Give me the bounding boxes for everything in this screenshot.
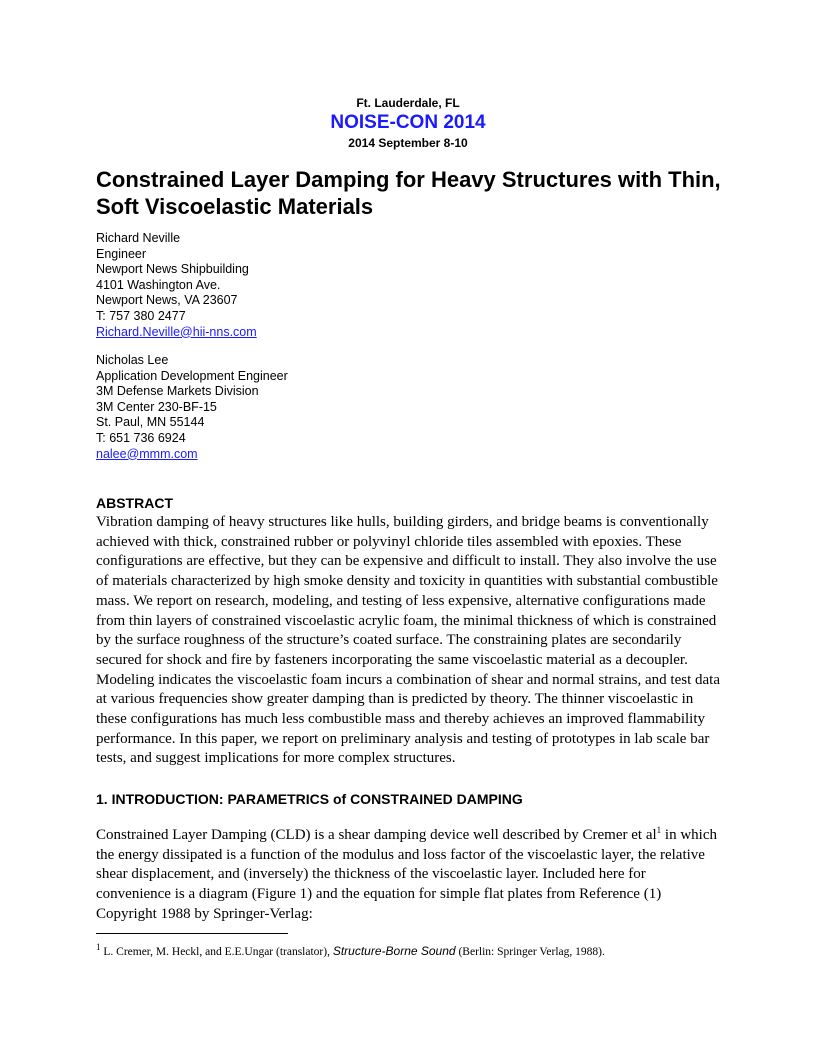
introduction-body: [96, 826, 722, 925]
introduction-text-part-2: in which the energy dissipated is a function of the modulus and loss factor of the viscoelastic layer, the relative shear displacement, and (inversely) the thickness of the viscoelastic layer. Included here for convenience is a diagram (Figure 1) and the equation for simple flat plates from Reference (1) Copyright 1988 by Springer-Verlag:: [96, 827, 717, 922]
author-email-link[interactable]: nalee@mmm.com: [96, 446, 198, 461]
footnote-reference-mark: 1: [656, 825, 662, 835]
author-organization: Newport News Shipbuilding: [96, 262, 249, 277]
conference-dates: 2014 September 8-10: [348, 136, 468, 150]
author-role: Engineer: [96, 246, 147, 261]
author-organization: 3M Defense Markets Division: [96, 384, 259, 399]
abstract-body: Vibration damping of heavy structures like hulls, building girders, and bridge beams is conventionally achieved with thick, constrained rubber or polyvinyl chloride tiles assembled with epoxies. These configurations are effective, but they can be expensive and difficult to install. They also involve the use of materials characterized by high smoke density and toxicity in quantities with substantial combustible mass. We report on research, modeling, and testing of less expensive, alternative configurations made from thin layers of constrained viscoelastic acrylic foam, the minimal thickness of which is constrained by the surface roughness of the structure’s coated surface. The constraining plates are secondarily secured for shock and fire by fasteners incorporating the same viscoelastic material as a decoupler. Modeling indicates the viscoelastic foam incurs a combination of shear and normal strains, and test data at various frequencies show greater damping than is predicted by theory. The thinner viscoelastic in these configurations has much less combustible mass and thereby achieves an improved flammability performance. In this paper, we report on preliminary analysis and testing of prototypes in lab scale bar tests, and suggest implications for more complex structures.: [96, 514, 720, 767]
footnote-mark: 1: [96, 942, 101, 953]
author-phone: T: 651 736 6924: [96, 430, 186, 445]
introduction-text-part-1: Constrained Layer Damping (CLD) is a shear damping device well described by Cremer et al: [96, 827, 657, 843]
footnote-text-part-2: (Berlin: Springer Verlag, 1988).: [455, 946, 605, 958]
author-block-2: [96, 353, 288, 462]
author-address-line-2: Newport News, VA 23607: [96, 293, 238, 308]
author-name: Richard Neville: [96, 231, 181, 245]
author-phone: T: 757 380 2477: [96, 308, 186, 323]
conference-location: Ft. Lauderdale, FL: [356, 96, 460, 110]
author-address-line-2: St. Paul, MN 55144: [96, 415, 205, 430]
introduction-heading: 1. INTRODUCTION: PARAMETRICS of CONSTRAINED DAMPING: [96, 791, 523, 807]
conference-name: NOISE-CON 2014: [330, 112, 486, 133]
footnote-text-part-1: L. Cremer, M. Heckl, and E.E.Ungar (translator),: [100, 946, 333, 958]
author-email-link[interactable]: Richard.Neville@hii-nns.com: [96, 324, 257, 339]
footnote: [96, 944, 736, 959]
footnote-book-title: Structure-Borne Sound: [332, 944, 456, 958]
paper-title: Constrained Layer Damping for Heavy Structures with Thin, Soft Viscoelastic Materials: [96, 167, 721, 219]
author-name: Nicholas Lee: [96, 353, 169, 367]
author-address-line-1: 3M Center 230-BF-15: [96, 399, 217, 414]
author-block-1: [96, 231, 257, 340]
abstract-heading: ABSTRACT: [96, 495, 173, 511]
author-role: Application Development Engineer: [96, 368, 288, 383]
author-address-line-1: 4101 Washington Ave.: [96, 277, 221, 292]
footnote-divider: [96, 933, 288, 934]
